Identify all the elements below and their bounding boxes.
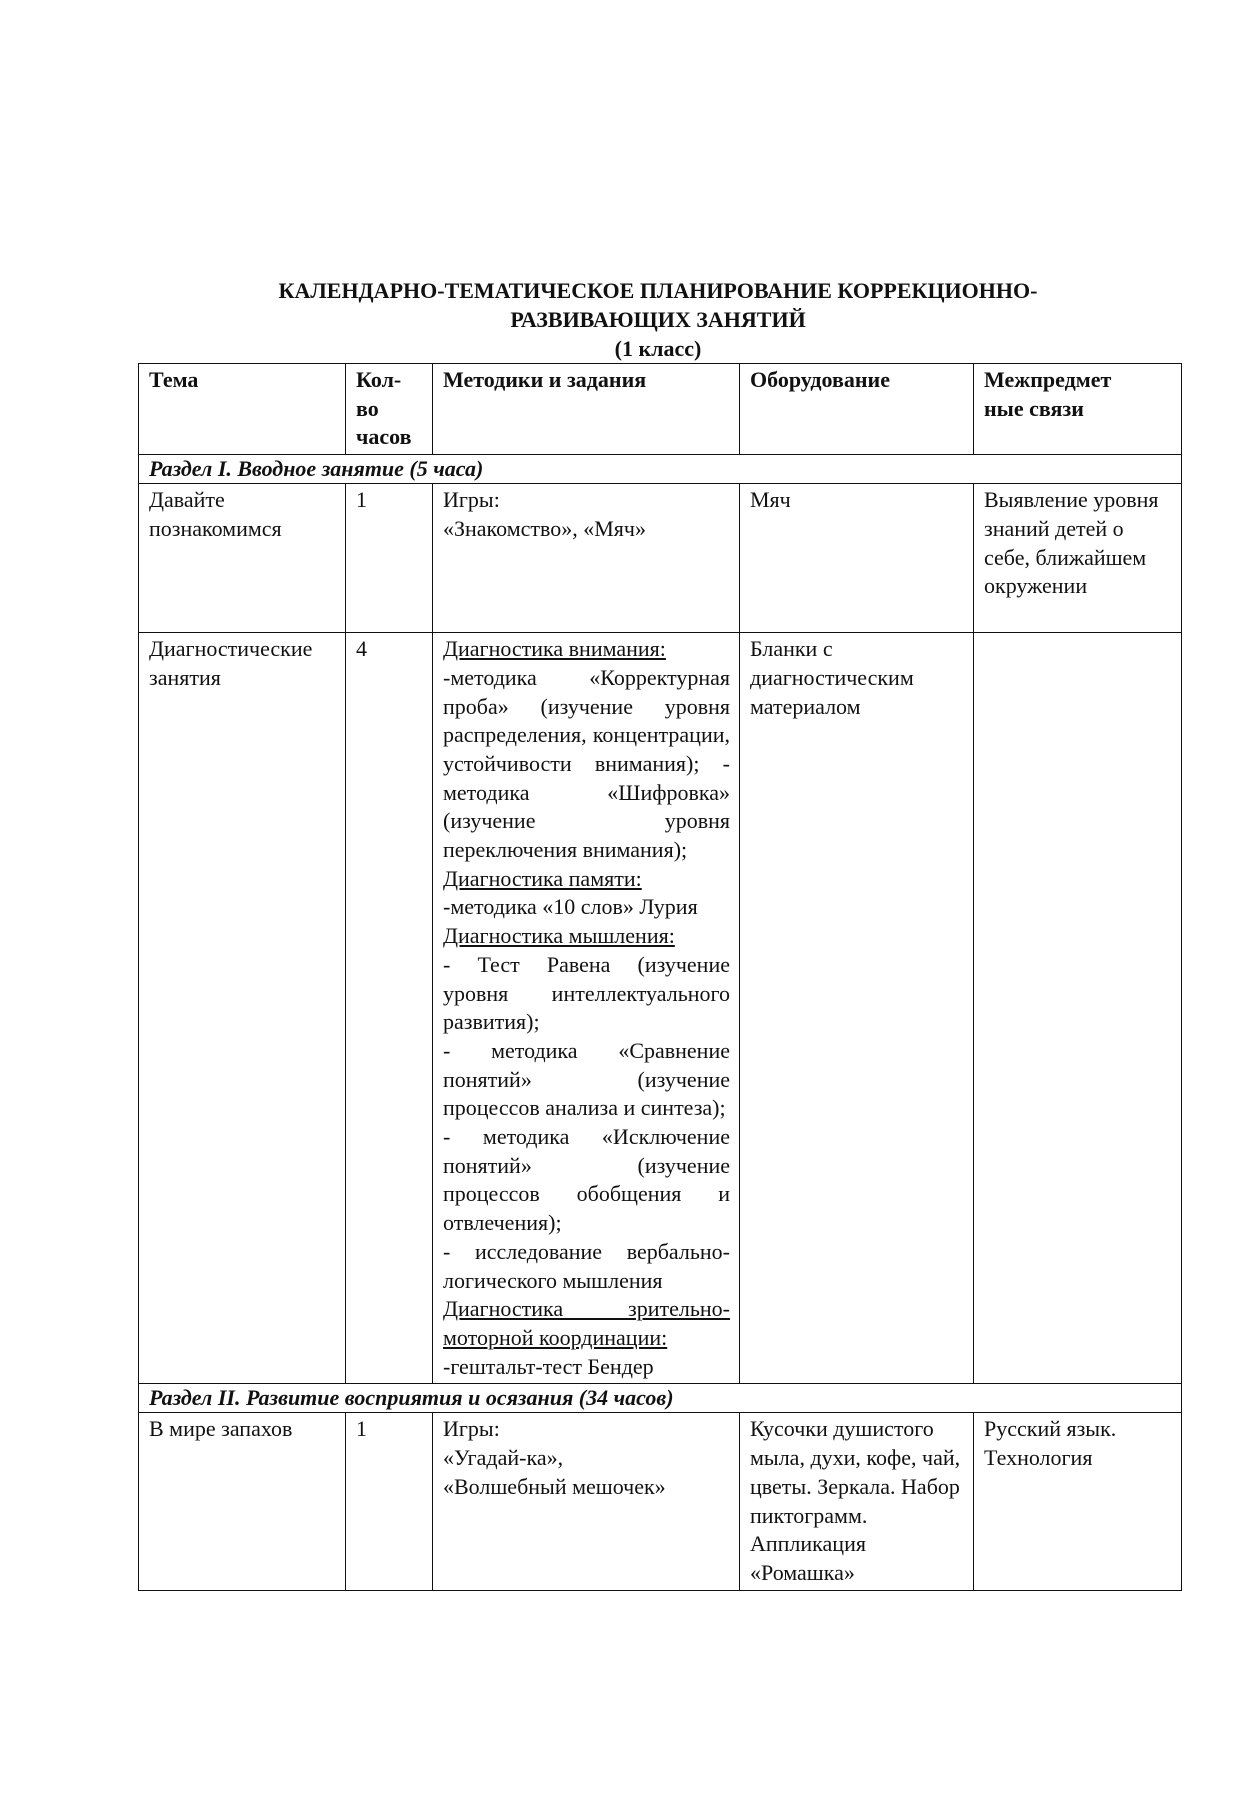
title-line-3: (1 класс) [614, 336, 702, 361]
row1-links: Выявление уровня знаний детей о себе, ближайшем окружении [974, 484, 1182, 633]
table-row [139, 484, 1182, 633]
header-equipment: Оборудование [740, 364, 974, 455]
row3-equipment: Кусочки душистого мыла, духи, кофе, чай, цветы. Зеркала. Набор пиктограмм. Аппликация «Ромашка» [740, 1413, 974, 1590]
row2-methods [433, 633, 740, 1384]
row3-links: Русский язык. Технология [974, 1413, 1182, 1590]
row3-methods: Игры: «Угадай-ка», «Волшебный мешочек» [433, 1413, 740, 1590]
row1-methods: Игры: «Знакомство», «Мяч» [433, 484, 740, 633]
row2-hours: 4 [346, 633, 433, 1384]
attention-text: -методика «Корректурная проба» (изучение уровня распределения, концентрации, устойчивости внимания); - методика «Шифровка» (изучение уровня переключения внимания); [443, 664, 730, 863]
header-links: Межпредмет ные связи [974, 364, 1182, 455]
row1-topic: Давайте познакомимся [139, 484, 346, 633]
title-line-2: РАЗВИВАЮЩИХ ЗАНЯТИЙ [510, 307, 806, 332]
section-2-title: Раздел II. Развитие восприятия и осязания (34 часов) [139, 1384, 1182, 1413]
attention-heading: Диагностика внимания: [443, 636, 666, 662]
row2-links [974, 633, 1182, 1384]
section-1-title: Раздел I. Вводное занятие (5 часа) [139, 455, 1182, 484]
thinking-item: - исследование вербально-логического мышления [443, 1238, 730, 1293]
memory-heading: Диагностика памяти: [443, 865, 642, 891]
thinking-item: - Тест Равена (изучение уровня интеллектуального развития); [443, 951, 730, 1035]
header-hours: Кол- во часов [346, 364, 433, 455]
row1-equipment: Мяч [740, 484, 974, 633]
table-row [139, 1413, 1182, 1590]
row3-hours: 1 [346, 1413, 433, 1590]
row2-equipment: Бланки с диагностическим материалом [740, 633, 974, 1384]
section-row-2 [139, 1384, 1182, 1413]
header-row [139, 364, 1182, 455]
memory-text: -методика «10 слов» Лурия [443, 894, 698, 920]
visual-text: -гештальт-тест Бендер [443, 1353, 654, 1379]
row3-topic: В мире запахов [139, 1413, 346, 1590]
table-row [139, 633, 1182, 1384]
header-tema: Тема [139, 364, 346, 455]
row1-hours: 1 [346, 484, 433, 633]
header-methods: Методики и задания [433, 364, 740, 455]
section-row-1 [139, 455, 1182, 484]
thinking-item: - методика «Исключение понятий» (изучение процессов обобщения и отвлечения); [443, 1124, 730, 1236]
visual-heading: Диагностика зрительно-моторной координации: [443, 1296, 730, 1350]
title-line-1: КАЛЕНДАРНО-ТЕМАТИЧЕСКОЕ ПЛАНИРОВАНИЕ КОРРЕКЦИОННО- [278, 278, 1038, 303]
planning-table [138, 363, 1182, 1591]
thinking-item: - методика «Сравнение понятий» (изучение процессов анализа и синтеза); [443, 1037, 730, 1121]
thinking-heading: Диагностика мышления: [443, 923, 675, 949]
row2-topic: Диагностические занятия [139, 633, 346, 1384]
page-title [138, 276, 1178, 363]
